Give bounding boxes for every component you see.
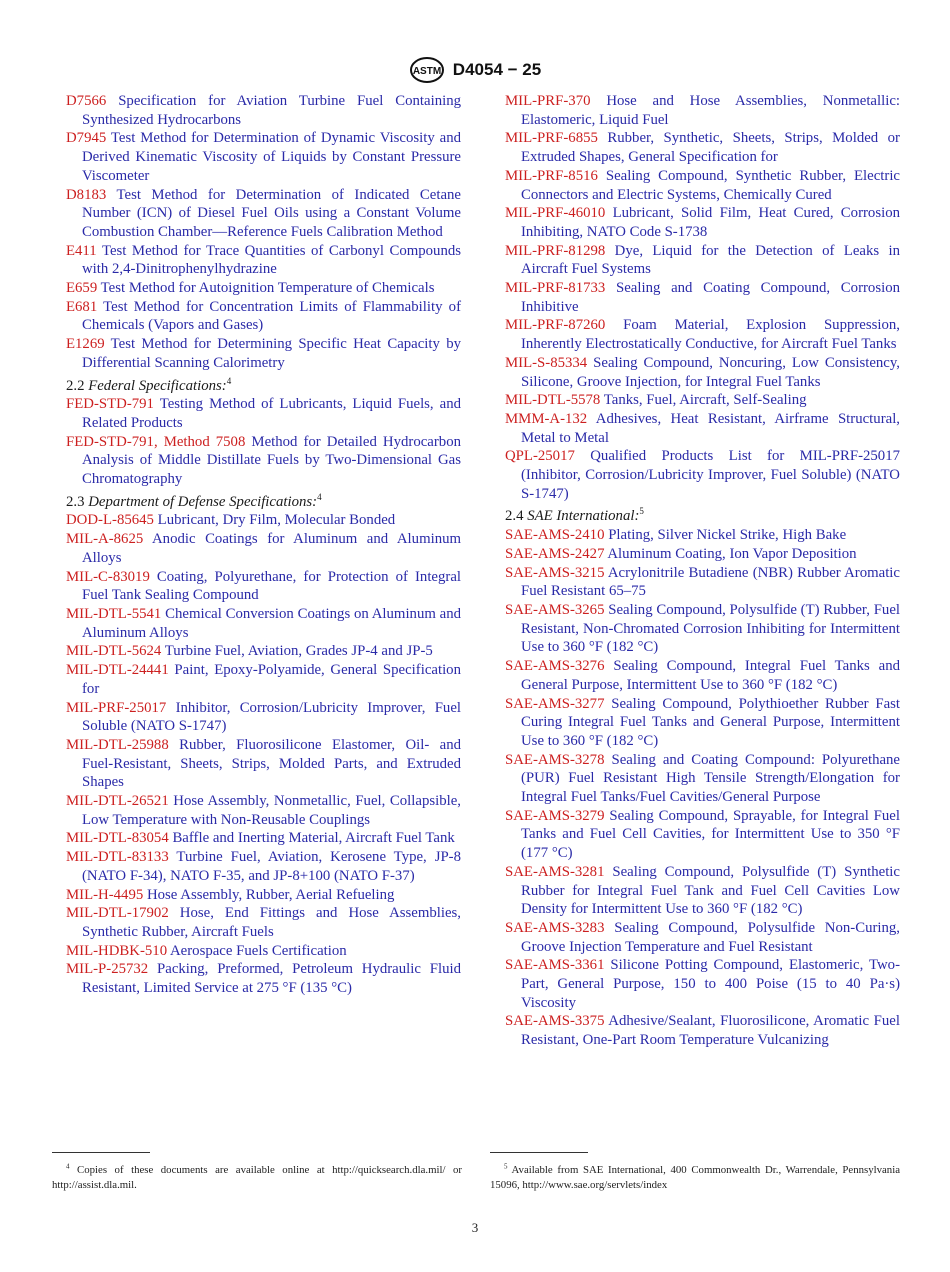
reference-code-link[interactable]: MIL-DTL-24441	[66, 662, 169, 679]
reference-title-link[interactable]: Foam Material, Explosion Suppression, Inherently Electrostatically Conductive, for Aircraft Fuel Tanks	[521, 317, 900, 353]
reference-code-link[interactable]: E659	[66, 280, 98, 297]
reference-title-link[interactable]: Test Method for Concentration Limits of Flammability of Chemicals (Vapors and Gases)	[82, 298, 461, 334]
reference-entry	[66, 699, 461, 736]
footnote-mark: 4	[66, 1162, 70, 1171]
reference-title-link[interactable]: Testing Method of Lubricants, Liquid Fuels, and Related Products	[82, 396, 462, 431]
reference-title-link[interactable]: Adhesives, Heat Resistant, Airframe Structural, Metal to Metal	[521, 410, 901, 446]
reference-code-link[interactable]: SAE-AMS-2410	[505, 527, 605, 544]
reference-title-link[interactable]: Inhibitor, Corrosion/Lubricity Improver, Fuel Soluble (NATO S-1747)	[82, 699, 461, 735]
reference-code-link[interactable]: MIL-HDBK-510	[66, 942, 168, 959]
astm-logo-icon	[409, 56, 445, 84]
reference-entry	[66, 92, 461, 129]
reference-title-link[interactable]: Sealing and Coating Compound: Polyurethane (PUR) Fuel Resistant High Tensile Strength/Elongation for Integral Fuel Tanks/Fuel Cavities/General Purpose	[521, 751, 901, 806]
reference-entry	[66, 661, 461, 698]
reference-code-link[interactable]: SAE-AMS-3361	[505, 957, 605, 974]
left-column	[66, 92, 461, 998]
reference-code-link[interactable]: MIL-DTL-5541	[66, 605, 162, 622]
reference-title-link[interactable]: Specification for Aviation Turbine Fuel Containing Synthesized Hydrocarbons	[82, 93, 461, 128]
footnote-rule-right	[490, 1152, 588, 1153]
reference-entry	[505, 447, 900, 503]
reference-code-link[interactable]: SAE-AMS-3375	[505, 1013, 605, 1030]
reference-title-link[interactable]: Sealing Compound, Synthetic Rubber, Electric Connectors and Electric Systems, Chemically Cured	[521, 167, 900, 203]
reference-entry	[505, 601, 900, 657]
reference-entry	[66, 395, 461, 432]
section-number: 2.2	[66, 377, 85, 394]
reference-code-link[interactable]: E681	[66, 298, 98, 315]
section-title: Department of Defense Specifications:	[88, 493, 318, 510]
reference-code-link[interactable]: MIL-PRF-46010	[505, 205, 606, 222]
reference-title-link[interactable]: Test Method for Autoignition Temperature of Chemicals	[100, 280, 435, 297]
reference-entry	[66, 886, 461, 905]
section-title: Federal Specifications:	[88, 377, 227, 394]
reference-title-link[interactable]: Dye, Liquid for the Detection of Leaks in Aircraft Fuel Systems	[521, 242, 900, 278]
reference-code-link[interactable]: MIL-A-8625	[66, 531, 144, 548]
reference-title-link[interactable]: Turbine Fuel, Aviation, Kerosene Type, JP-8 (NATO F-34), NATO F-35, and JP-8+100 (NATO F-37)	[82, 849, 462, 884]
reference-code-link[interactable]: MIL-P-25732	[66, 961, 149, 978]
reference-entry	[505, 564, 900, 601]
reference-entry	[505, 657, 900, 694]
reference-code-link[interactable]: MIL-DTL-26521	[66, 793, 169, 810]
footnote-text: Available from SAE International, 400 Commonwealth Dr., Warrendale, Pennsylvania 15096, http://www.sae.org/servlets/index	[490, 1164, 900, 1191]
reference-title-link[interactable]: Hose Assembly, Rubber, Aerial Refueling	[146, 886, 395, 903]
reference-entry	[505, 807, 900, 863]
reference-title-link[interactable]: Lubricant, Solid Film, Heat Cured, Corrosion Inhibiting, NATO Code S-1738	[521, 205, 900, 240]
footnote-ref[interactable]: 4	[226, 375, 232, 386]
reference-title-link[interactable]: Qualified Products List for MIL-PRF-25017 (Inhibitor, Corrosion/Lubricity Improver, Fuel Soluble) (NATO S-1747)	[521, 448, 900, 502]
reference-title-link[interactable]: Coating, Polyurethane, for Protection of Integral Fuel Tank Sealing Compound	[82, 568, 462, 604]
reference-entry	[66, 242, 461, 279]
reference-entry	[505, 919, 900, 956]
reference-code-link[interactable]: SAE-AMS-3279	[505, 807, 605, 824]
reference-code-link[interactable]: SAE-AMS-3277	[505, 695, 605, 712]
reference-title-link[interactable]: Rubber, Synthetic, Sheets, Strips, Molded or Extruded Shapes, General Specification for	[521, 130, 900, 166]
reference-entry	[505, 242, 900, 279]
reference-entry	[66, 186, 461, 242]
reference-title-link[interactable]: Hose Assembly, Nonmetallic, Fuel, Collapsible, Low Temperature with Non-Reusable Couplings	[82, 793, 461, 828]
document-designation: D4054 − 25	[452, 60, 542, 79]
reference-code-link[interactable]: SAE-AMS-3278	[505, 751, 605, 768]
svg-text:ASTM: ASTM	[412, 66, 441, 77]
reference-entry	[66, 960, 461, 997]
reference-entry	[66, 279, 461, 298]
right-column	[505, 92, 900, 1050]
reference-entry	[505, 391, 900, 410]
reference-entry	[66, 605, 461, 642]
reference-title-link[interactable]: Aerospace Fuels Certification	[170, 942, 347, 959]
reference-title-link[interactable]: Turbine Fuel, Aviation, Grades JP-4 and JP-5	[164, 643, 433, 660]
section-title: SAE International:	[527, 508, 640, 525]
reference-code-link[interactable]: MIL-C-83019	[66, 568, 150, 585]
reference-entry	[66, 129, 461, 185]
reference-code-link[interactable]: MIL-PRF-8516	[505, 167, 598, 184]
reference-code-link[interactable]: SAE-AMS-3265	[505, 601, 605, 618]
footnote-5	[490, 1163, 900, 1192]
reference-title-link[interactable]: Test Method for Trace Quantities of Carbonyl Compounds with 2,4-Dinitrophenylhydrazine	[82, 242, 461, 278]
reference-entry	[66, 298, 461, 335]
reference-entry	[505, 956, 900, 1012]
reference-title-link[interactable]: Sealing Compound, Polysulfide (T) Synthetic Rubber for Integral Fuel Tank and Fuel Cell Cavities Low Density for Intermittent Use to 360 °F (182 °C)	[521, 863, 900, 918]
reference-title-link[interactable]: Test Method for Determining Specific Heat Capacity by Differential Scanning Calorimetry	[82, 336, 461, 371]
reference-entry	[66, 848, 461, 885]
footnote-ref[interactable]: 5	[639, 506, 644, 517]
reference-code-link[interactable]: MIL-DTL-5624	[66, 643, 162, 660]
footnote-text: Copies of these documents are available online at http://quicksearch.dla.mil/ or http://assist.dla.mil.	[52, 1164, 462, 1191]
reference-code-link[interactable]: MIL-DTL-5578	[505, 392, 601, 409]
reference-code-link[interactable]: QPL-25017	[505, 448, 575, 465]
section-heading	[66, 377, 461, 396]
reference-code-link[interactable]: SAE-AMS-3283	[505, 919, 605, 936]
footnote-rule-left	[52, 1152, 150, 1153]
reference-code-link[interactable]: D8183	[66, 186, 107, 203]
reference-code-link[interactable]: SAE-AMS-3281	[505, 863, 605, 880]
reference-code-link[interactable]: MIL-DTL-83133	[66, 849, 169, 866]
reference-entry	[66, 829, 461, 848]
reference-code-link[interactable]: MIL-PRF-81298	[505, 242, 606, 259]
page-header	[0, 56, 950, 84]
reference-entry	[505, 695, 900, 751]
reference-title-link[interactable]: Packing, Preformed, Petroleum Hydraulic Fluid Resistant, Limited Service at 275 °F (135 °C)	[82, 961, 461, 997]
reference-title-link[interactable]: Sealing Compound, Noncuring, Low Consistency, Silicone, Groove Injection, for Integral Fuel Tanks	[521, 354, 900, 390]
reference-entry	[505, 354, 900, 391]
reference-entry	[505, 129, 900, 166]
reference-entry	[505, 410, 900, 447]
reference-title-link[interactable]: Rubber, Fluorosilicone Elastomer, Oil- and Fuel-Resistant, Sheets, Strips, Molded Parts, and Extruded Shapes	[82, 736, 462, 791]
reference-title-link[interactable]: Lubricant, Dry Film, Molecular Bonded	[157, 512, 396, 529]
reference-title-link[interactable]: Sealing and Coating Compound, Corrosion Inhibitive	[521, 280, 900, 315]
reference-code-link[interactable]: E1269	[66, 336, 105, 353]
reference-entry	[505, 751, 900, 807]
reference-code-link[interactable]: MIL-DTL-17902	[66, 905, 169, 922]
reference-entry	[66, 511, 461, 530]
reference-code-link[interactable]: FED-STD-791, Method 7508	[66, 433, 246, 450]
reference-code-link[interactable]: MIL-PRF-25017	[66, 699, 167, 716]
reference-code-link[interactable]: MMM-A-132	[505, 410, 588, 427]
reference-title-link[interactable]: Method for Detailed Hydrocarbon Analysis of Middle Distillate Fuels by Two-Dimensional Gas Chromatography	[82, 433, 461, 488]
footnote-mark: 5	[504, 1162, 508, 1171]
reference-code-link[interactable]: FED-STD-791	[66, 396, 154, 413]
reference-entry	[66, 433, 461, 489]
reference-entry	[505, 1012, 900, 1049]
reference-code-link[interactable]: MIL-DTL-25988	[66, 736, 169, 753]
reference-code-link[interactable]: MIL-PRF-370	[505, 93, 591, 109]
reference-entry	[505, 316, 900, 353]
reference-code-link[interactable]: MIL-PRF-87260	[505, 317, 606, 334]
reference-entry	[505, 92, 900, 129]
section-number: 2.3	[66, 493, 85, 510]
reference-title-link[interactable]: Sealing Compound, Polythioether Rubber Fast Curing Integral Fuel Tanks and General Purpose, Intermittent Use to 360 °F (182 °C)	[521, 695, 901, 749]
footnote-ref[interactable]: 4	[317, 491, 322, 502]
reference-title-link[interactable]: Hose, End Fittings and Hose Assemblies, Synthetic Rubber, Aircraft Fuels	[82, 905, 462, 940]
reference-code-link[interactable]: E411	[66, 242, 97, 259]
reference-title-link[interactable]: Test Method for Determination of Dynamic Viscosity and Derived Kinematic Viscosity of Liquids by Constant Pressure Viscometer	[82, 130, 461, 184]
reference-code-link[interactable]: SAE-AMS-3276	[505, 658, 605, 675]
reference-title-link[interactable]: Sealing Compound, Sprayable, for Integral Fuel Tanks and Fuel Cell Cavities, for Intermittent Use to 350 °F (177 °C)	[521, 807, 900, 862]
reference-entry	[66, 642, 461, 661]
reference-title-link[interactable]: Sealing Compound, Polysulfide Non-Curing, Groove Injection Temperature and Fuel Resistant	[521, 919, 900, 955]
reference-entry	[505, 526, 900, 545]
page-number: 3	[471, 1220, 479, 1235]
reference-entry	[66, 568, 461, 605]
reference-code-link[interactable]: D7566	[66, 93, 107, 109]
reference-title-link[interactable]: Acrylonitrile Butadiene (NBR) Rubber Aromatic Fuel Resistant 65–75	[521, 564, 900, 600]
reference-code-link[interactable]: MIL-DTL-83054	[66, 830, 169, 847]
reference-title-link[interactable]: Baffle and Inerting Material, Aircraft Fuel Tank	[172, 830, 455, 847]
reference-code-link[interactable]: DOD-L-85645	[66, 512, 154, 529]
reference-entry	[505, 204, 900, 241]
reference-entry	[66, 904, 461, 941]
reference-title-link[interactable]: Paint, Epoxy-Polyamide, General Specification for	[82, 662, 461, 697]
reference-title-link[interactable]: Tanks, Fuel, Aircraft, Self-Sealing	[603, 392, 807, 409]
reference-code-link[interactable]: SAE-AMS-2427	[505, 545, 605, 562]
reference-entry	[505, 863, 900, 919]
reference-code-link[interactable]: MIL-PRF-81733	[505, 280, 606, 297]
reference-title-link[interactable]: Aluminum Coating, Ion Vapor Deposition	[607, 545, 857, 562]
reference-code-link[interactable]: MIL-S-85334	[505, 354, 588, 371]
reference-entry	[66, 792, 461, 829]
reference-title-link[interactable]: Anodic Coatings for Aluminum and Aluminum Alloys	[82, 531, 461, 566]
reference-code-link[interactable]: D7945	[66, 130, 107, 147]
reference-code-link[interactable]: MIL-H-4495	[66, 886, 144, 903]
section-heading	[66, 493, 461, 512]
section-number: 2.4	[505, 508, 524, 525]
reference-entry	[66, 335, 461, 372]
reference-title-link[interactable]: Sealing Compound, Integral Fuel Tanks and General Purpose, Intermittent Use to 360 °F (182 °C)	[521, 658, 901, 693]
reference-entry	[505, 279, 900, 316]
reference-title-link[interactable]: Test Method for Determination of Indicated Cetane Number (ICN) of Diesel Fuel Oils using a Constant Volume Combustion Chamber—Reference Fuels Calibration Method	[82, 186, 462, 240]
footnote-4	[52, 1163, 462, 1192]
reference-title-link[interactable]: Hose and Hose Assemblies, Nonmetallic: Elastomeric, Liquid Fuel	[521, 93, 901, 128]
reference-entry	[505, 545, 900, 564]
reference-code-link[interactable]: SAE-AMS-3215	[505, 564, 605, 581]
reference-entry	[66, 942, 461, 961]
reference-entry	[505, 167, 900, 204]
reference-title-link[interactable]: Adhesive/Sealant, Fluorosilicone, Aromatic Fuel Resistant, One-Part Room Temperature Vulcanizing	[521, 1013, 900, 1049]
reference-title-link[interactable]: Chemical Conversion Coatings on Aluminum and Aluminum Alloys	[82, 605, 461, 641]
reference-title-link[interactable]: Silicone Potting Compound, Elastomeric, Two-Part, General Purpose, 150 to 400 Poise (15 to 40 Pa·s) Viscosity	[521, 957, 900, 1011]
reference-code-link[interactable]: MIL-PRF-6855	[505, 130, 598, 147]
section-heading	[505, 507, 900, 526]
reference-entry	[66, 530, 461, 567]
reference-title-link[interactable]: Plating, Silver Nickel Strike, High Bake	[608, 527, 847, 544]
reference-title-link[interactable]: Sealing Compound, Polysulfide (T) Rubber, Fuel Resistant, Non-Chromated Corrosion Inhibiting for Intermittent Use to 360 °F (182 °C)	[521, 601, 900, 656]
reference-entry	[66, 736, 461, 792]
